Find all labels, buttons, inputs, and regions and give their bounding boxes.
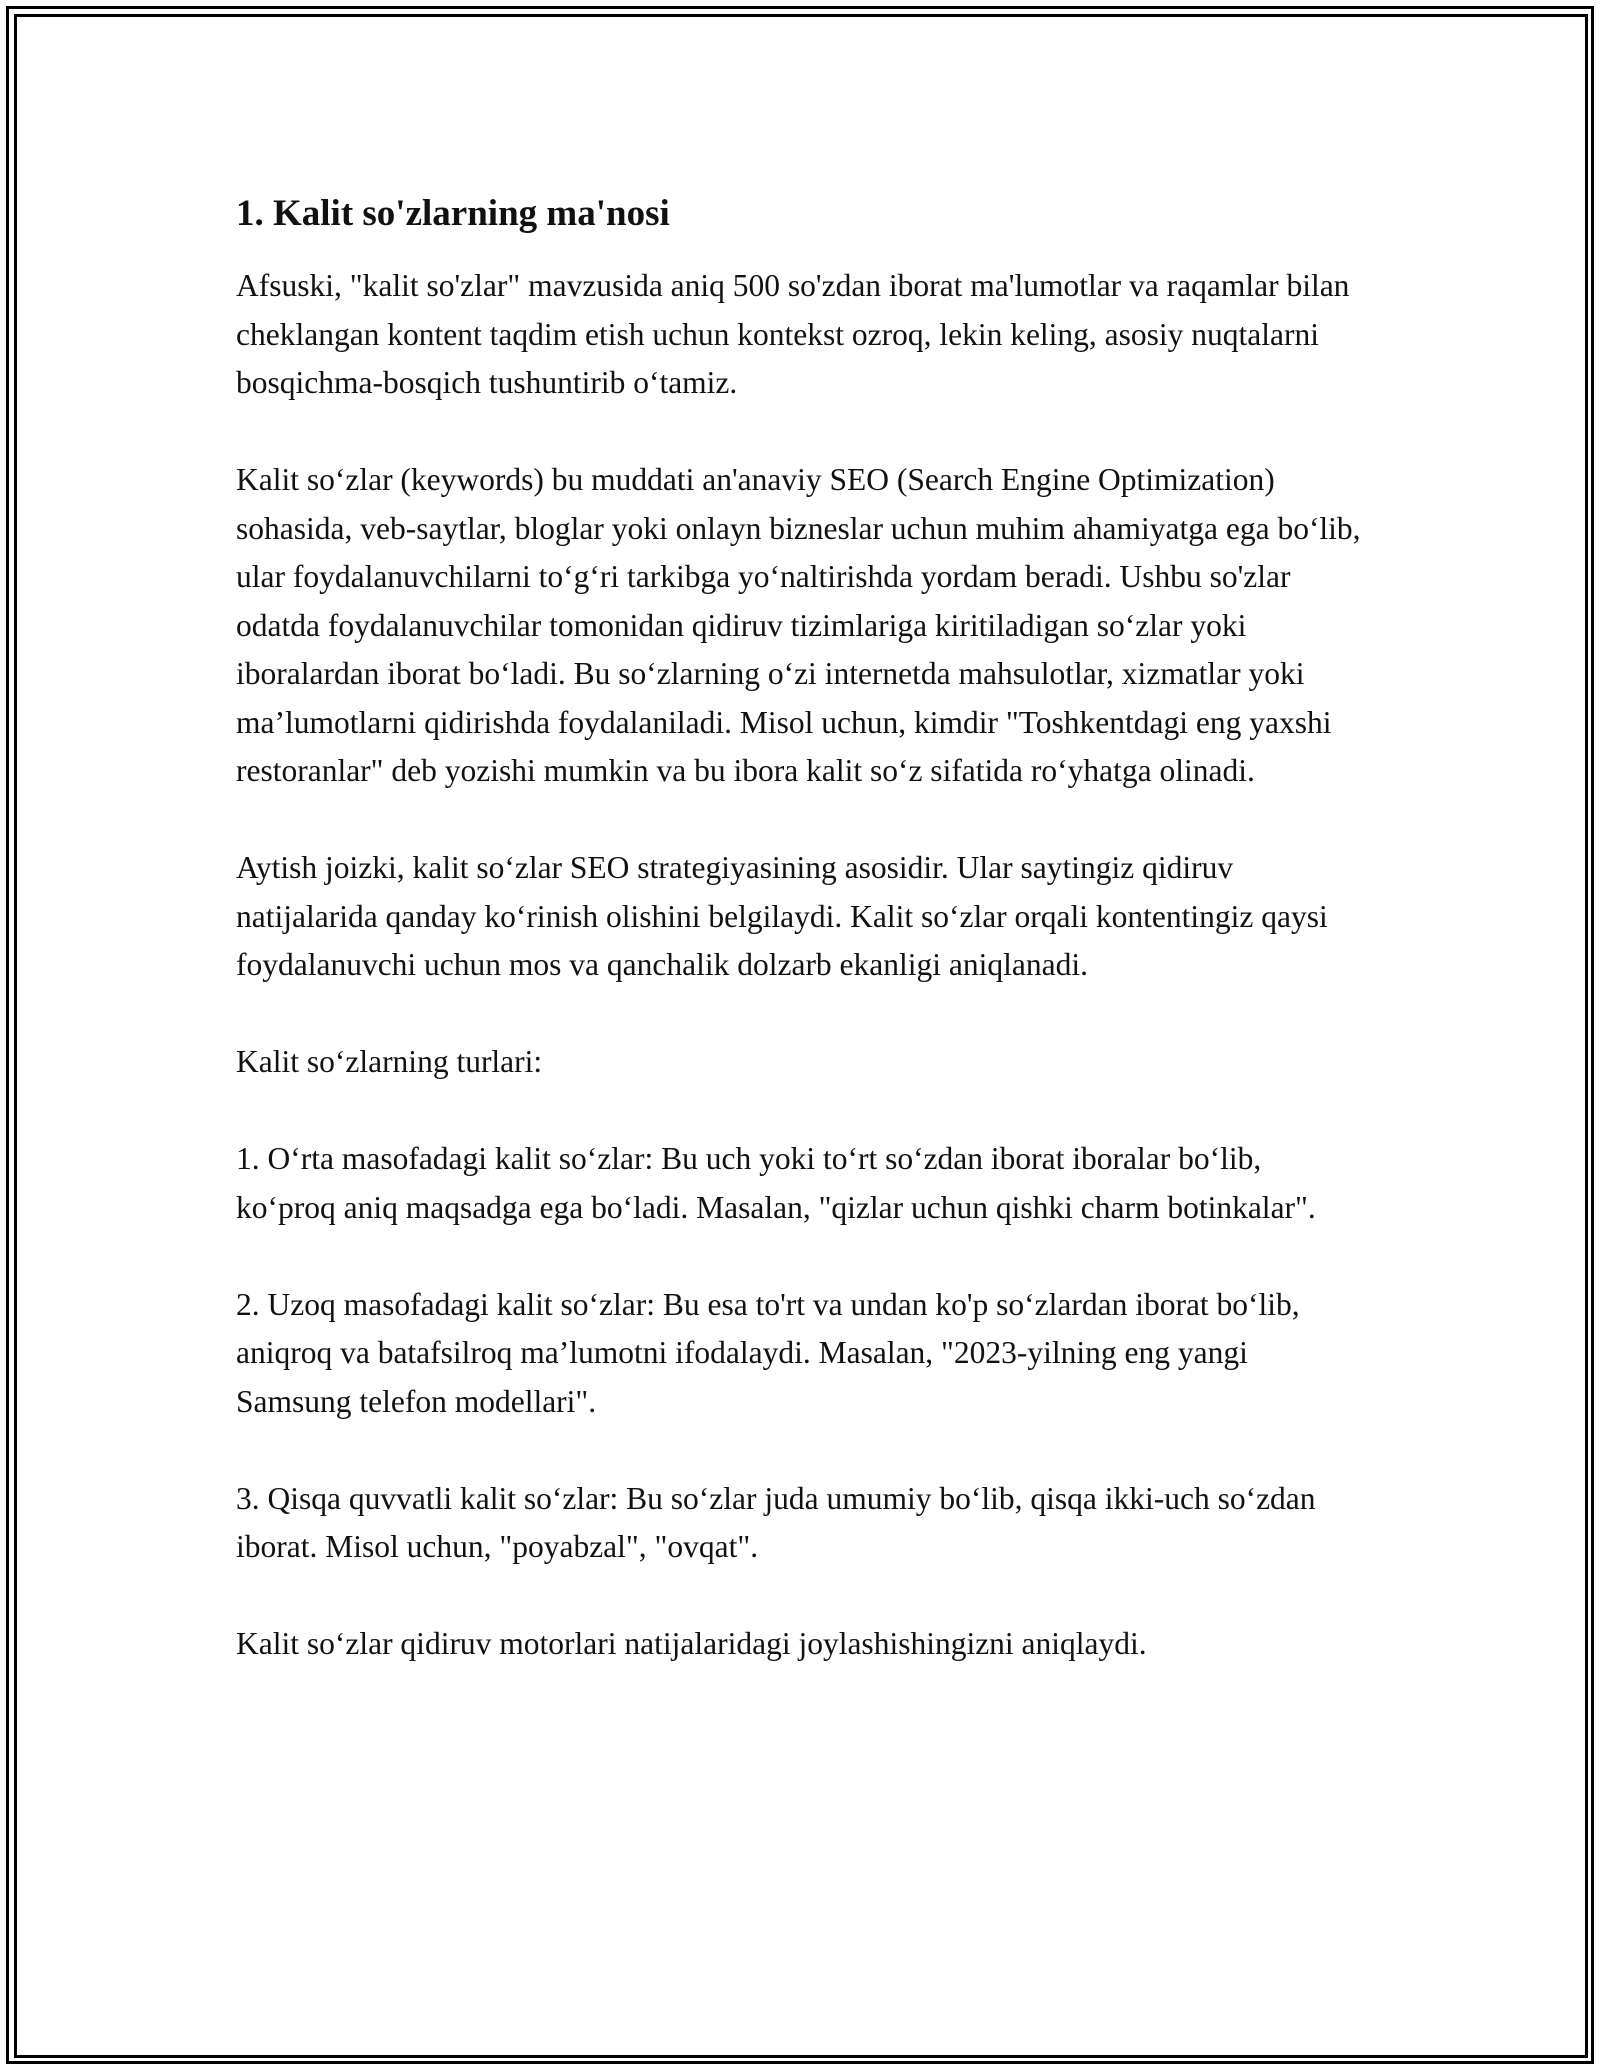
paragraph-importance: Aytish joizki, kalit soʻzlar SEO strategiyasining asosidir. Ular saytingiz qidiruv natijalarida qanday koʻrinish olishini belgilaydi. Kalit soʻzlar orqali kontentingiz qaysi foydalanuvchi uchun mos va qanchalik dolzarb ekanligi aniqlanadi.	[236, 850, 1328, 982]
paragraph-conclusion: Kalit soʻzlar qidiruv motorlari natijalaridagi joylashishingizni aniqlaydi.	[236, 1626, 1147, 1661]
list-item-short-tail: 3. Qisqa quvvatli kalit soʻzlar: Bu soʻzlar juda umumiy boʻlib, qisqa ikki-uch soʻzdan iborat. Misol uchun, "poyabzal", "ovqat".	[236, 1480, 1316, 1564]
page-title: 1. Kalit so'zlarning ma'nosi	[236, 193, 670, 234]
list-item-long-tail: 2. Uzoq masofadagi kalit soʻzlar: Bu esa to'rt va undan ko'p soʻzlardan iborat boʻlib, aniqroq va batafsilroq ma’lumotni ifodalaydi. Masalan, "2023-yilning eng yangi Samsung telefon modellari".	[236, 1286, 1300, 1419]
paragraph-intro: Afsuski, "kalit so'zlar" mavzusida aniq 500 so'zdan iborat ma'lumotlar va raqamlar bilan cheklangan kontent taqdim etish uchun kontekst ozroq, lekin keling, asosiy nuqtalarni bosqichma-bosqich tushuntirib oʻtamiz.	[236, 268, 1350, 400]
paragraph-definition: Kalit soʻzlar (keywords) bu muddati an'anaviy SEO (Search Engine Optimization) sohasida, veb-saytlar, bloglar yoki onlayn bizneslar uchun muhim ahamiyatga ega boʻlib, ular foydalanuvchilarni toʻgʻri tarkibga yoʻnaltirishda yordam beradi. Ushbu so'zlar odatda foydalanuvchilar tomonidan qidiruv tizimlariga kiritiladigan soʻzlar yoki iboralardan iborat boʻladi. Bu soʻzlarning oʻzi internetda mahsulotlar, xizmatlar yoki ma’lumotlarni qidirishda foydalaniladi. Misol uchun, kimdir "Toshkentdagi eng yaxshi restoranlar" deb yozishi mumkin va bu ibora kalit soʻz sifatida roʻyhatga olinadi.	[236, 462, 1361, 788]
list-item-mid-tail: 1. Oʻrta masofadagi kalit soʻzlar: Bu uch yoki toʻrt soʻzdan iborat iboralar boʻlib, koʻproq aniq maqsadga ega boʻladi. Masalan, "qizlar uchun qishki charm botinkalar".	[236, 1141, 1316, 1225]
document-body	[236, 186, 1366, 1669]
paragraph-types-heading: Kalit soʻzlarning turlari:	[236, 1044, 543, 1079]
